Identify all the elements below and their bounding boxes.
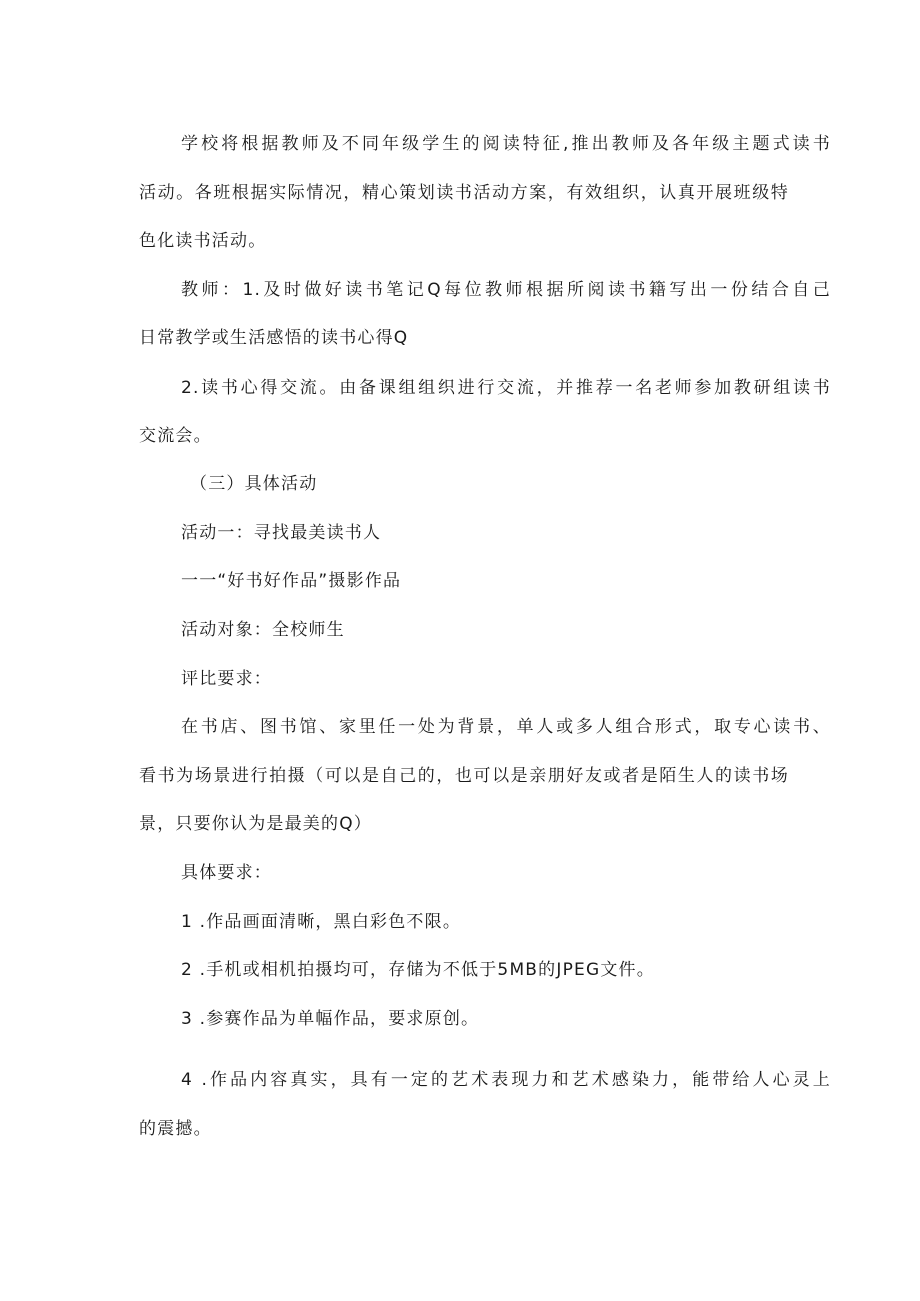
paragraph-line: 看书为场景进行拍摄（可以是自己的，也可以是亲朋好友或者是陌生人的读书场 <box>139 766 789 786</box>
criteria-heading: 评比要求： <box>181 669 272 689</box>
paragraph-line: 活动。各班根据实际情况，精心策划读书活动方案，有效组织，认真开展班级特 <box>139 183 789 203</box>
paragraph-line: 景，只要你认为是最美的Q） <box>139 814 372 834</box>
activity-subtitle: 一一“好书好作品”摄影作品 <box>181 571 402 591</box>
paragraph-line: 交流会。 <box>139 426 212 446</box>
activity-title: 活动一：寻找最美读书人 <box>181 523 382 543</box>
requirement-item: 2 .手机或相机拍摄均可，存储为不低于5MB的JPEG文件。 <box>181 960 655 980</box>
paragraph-line: 2.读书心得交流。由备课组组织进行交流，并推荐一名老师参加教研组读书 <box>181 378 831 398</box>
paragraph-line: 教师：1.及时做好读书笔记Q每位教师根据所阅读书籍写出一份结合自己 <box>181 280 831 300</box>
paragraph-line: 日常教学或生活感悟的读书心得Q <box>139 328 409 348</box>
paragraph-line: 色化读书活动。 <box>139 231 267 251</box>
activity-target: 活动对象：全校师生 <box>181 620 345 640</box>
requirement-item: 1 .作品画面清晰，黑白彩色不限。 <box>181 912 462 932</box>
paragraph-line: 学校将根据教师及不同年级学生的阅读特征,推出教师及各年级主题式读书 <box>181 134 831 154</box>
requirement-item: 4 .作品内容真实，具有一定的艺术表现力和艺术感染力，能带给人心灵上 <box>181 1070 831 1090</box>
section-heading: （三）具体活动 <box>190 474 318 494</box>
requirements-heading: 具体要求： <box>181 863 272 883</box>
paragraph-line: 在书店、图书馆、家里任一处为背景，单人或多人组合形式，取专心读书、 <box>181 717 831 737</box>
paragraph-line: 的震撼。 <box>139 1119 212 1139</box>
requirement-item: 3 .参赛作品为单幅作品，要求原创。 <box>181 1009 480 1029</box>
